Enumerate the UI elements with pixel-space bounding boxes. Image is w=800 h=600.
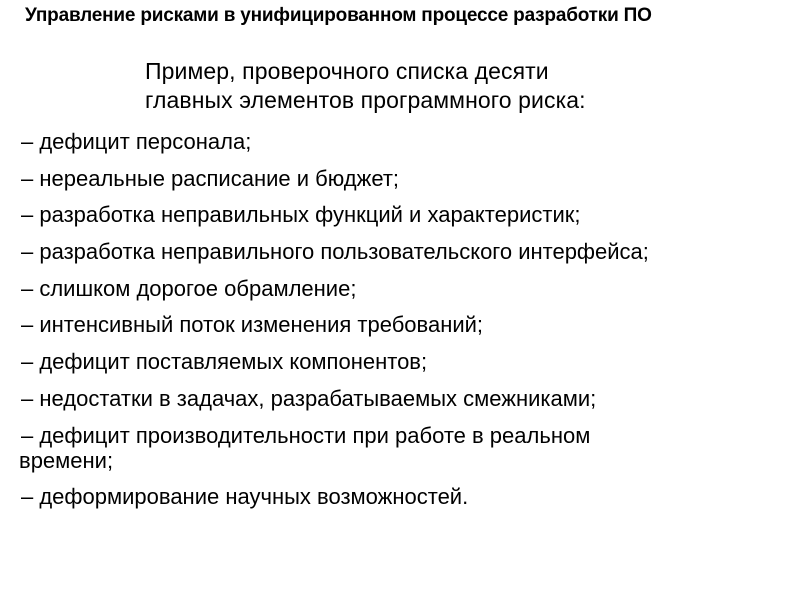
risk-item: – разработка неправильных функций и характеристик; bbox=[21, 202, 581, 228]
risk-item: – нереальные расписание и бюджет; bbox=[21, 165, 400, 191]
risk-item: – слишком дорогое обрамление; bbox=[21, 275, 357, 301]
risk-item: – интенсивный поток изменения требований; bbox=[21, 312, 484, 338]
subtitle-line-2: главных элементов программного риска: bbox=[145, 87, 586, 113]
risk-item: – разработка неправильного пользовательского интерфейса; bbox=[21, 239, 649, 265]
slide-title: Управление рисками в унифицированном процессе разработки ПО bbox=[25, 5, 652, 26]
risk-item: – дефицит поставляемых компонентов; bbox=[21, 349, 428, 375]
risk-item: – дефицит персонала; bbox=[21, 129, 252, 154]
risk-item-text: – дефицит производительности при работе в реальном bbox=[21, 422, 591, 448]
risk-item bbox=[21, 423, 721, 473]
risk-list bbox=[0, 129, 790, 521]
slide-subtitle bbox=[145, 57, 765, 115]
risk-item-continuation: времени; bbox=[19, 447, 114, 473]
subtitle-line-1: Пример, проверочного списка десяти bbox=[145, 58, 549, 84]
risk-item: – недостатки в задачах, разрабатываемых смежниками; bbox=[21, 385, 597, 411]
risk-item: – деформирование научных возможностей. bbox=[21, 484, 469, 510]
